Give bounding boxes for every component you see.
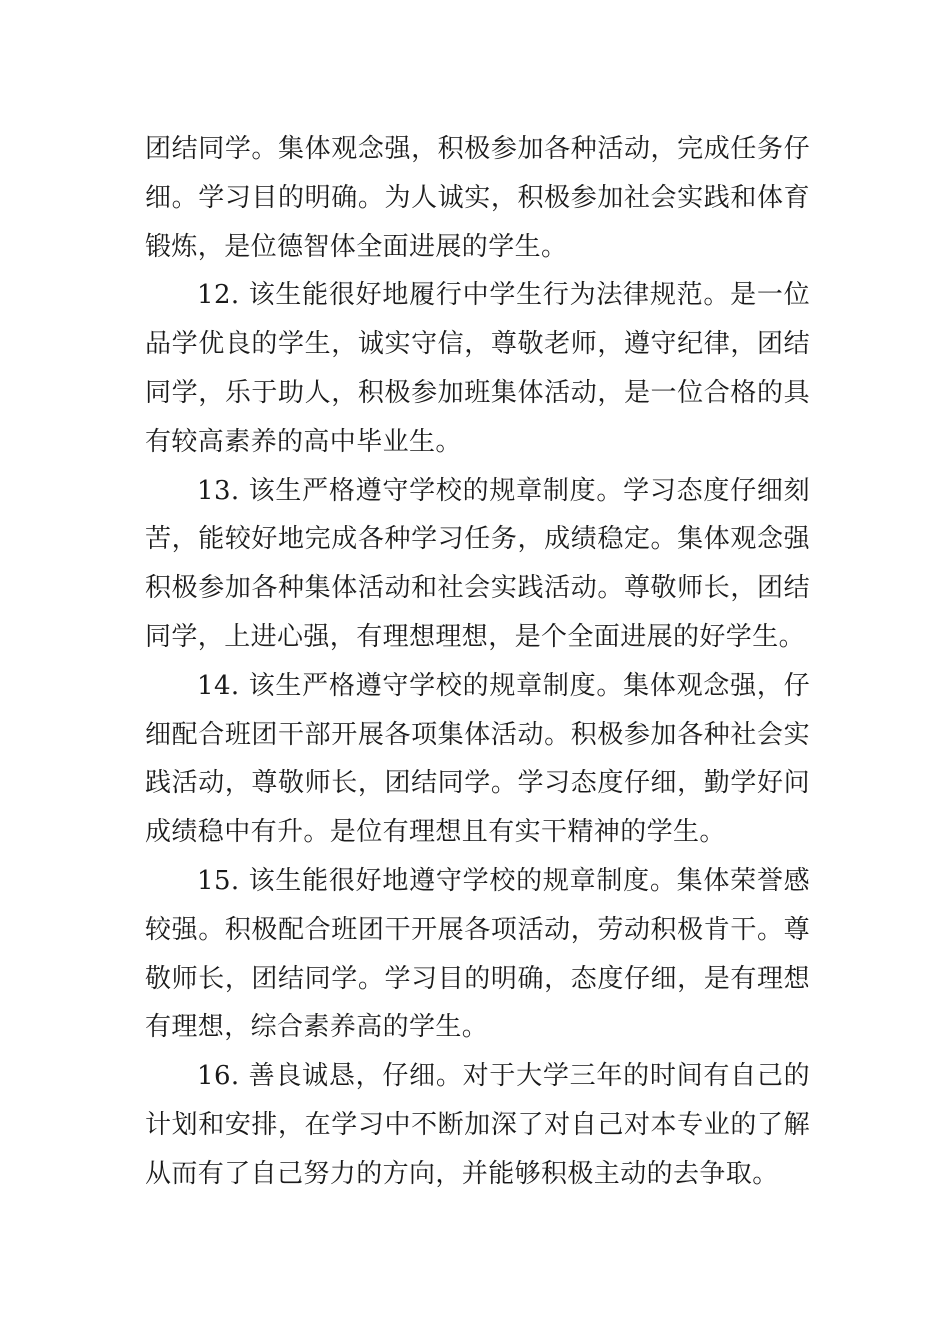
text-line: 15. 该生能很好地遵守学校的规章制度。集体荣誉感 <box>197 865 810 896</box>
text-line: 从而有了自己努力的方向，并能够积极主动的去争取。 <box>145 1158 779 1189</box>
text-line: 团结同学。集体观念强，积极参加各种活动，完成任务仔 <box>145 134 810 164</box>
text-line: 同学，上进心强，有理想理想，是个全面进展的好学生。 <box>145 621 806 652</box>
text-line: 细。学习目的明确。为人诚实，积极参加社会实践和体育 <box>145 182 810 213</box>
paragraph-item-13 <box>145 467 810 662</box>
paragraph-item-16 <box>145 1052 810 1198</box>
document-body <box>145 125 810 1199</box>
text-line: 积极参加各种集体活动和社会实践活动。尊敬师长，团结 <box>145 573 810 604</box>
paragraph-item-12 <box>145 271 810 466</box>
paragraph-continuation <box>145 125 810 271</box>
text-line: 同学，乐于助人，积极参加班集体活动，是一位合格的具 <box>145 377 810 408</box>
text-line: 有理想，综合素养高的学生。 <box>145 1012 489 1043</box>
text-line: 有较高素养的高中毕业生。 <box>145 426 462 457</box>
paragraph-item-15 <box>145 857 810 1052</box>
text-line: 品学优良的学生，诚实守信，尊敬老师，遵守纪律，团结 <box>145 329 810 360</box>
text-line: 16. 善良诚恳，仔细。对于大学三年的时间有自己的 <box>197 1061 810 1092</box>
text-line: 苦，能较好地完成各种学习任务，成绩稳定。集体观念强 <box>145 524 810 555</box>
text-line: 细配合班团干部开展各项集体活动。积极参加各种社会实 <box>145 719 810 750</box>
text-line: 计划和安排，在学习中不断加深了对自己对本专业的了解 <box>145 1109 810 1140</box>
text-line: 锻炼，是位德智体全面进展的学生。 <box>145 231 568 262</box>
text-line: 较强。积极配合班团干开展各项活动，劳动积极肯干。尊 <box>145 914 810 945</box>
text-line: 12. 该生能很好地履行中学生行为法律规范。是一位 <box>197 280 810 311</box>
text-line: 成绩稳中有升。是位有理想且有实干精神的学生。 <box>145 817 726 848</box>
text-line: 14. 该生严格遵守学校的规章制度。集体观念强，仔 <box>197 670 810 701</box>
text-line: 13. 该生严格遵守学校的规章制度。学习态度仔细刻 <box>197 475 810 506</box>
text-line: 敬师长，团结同学。学习目的明确，态度仔细，是有理想 <box>145 963 810 994</box>
text-line: 践活动，尊敬师长，团结同学。学习态度仔细，勤学好问 <box>145 768 810 799</box>
paragraph-item-14 <box>145 662 810 857</box>
